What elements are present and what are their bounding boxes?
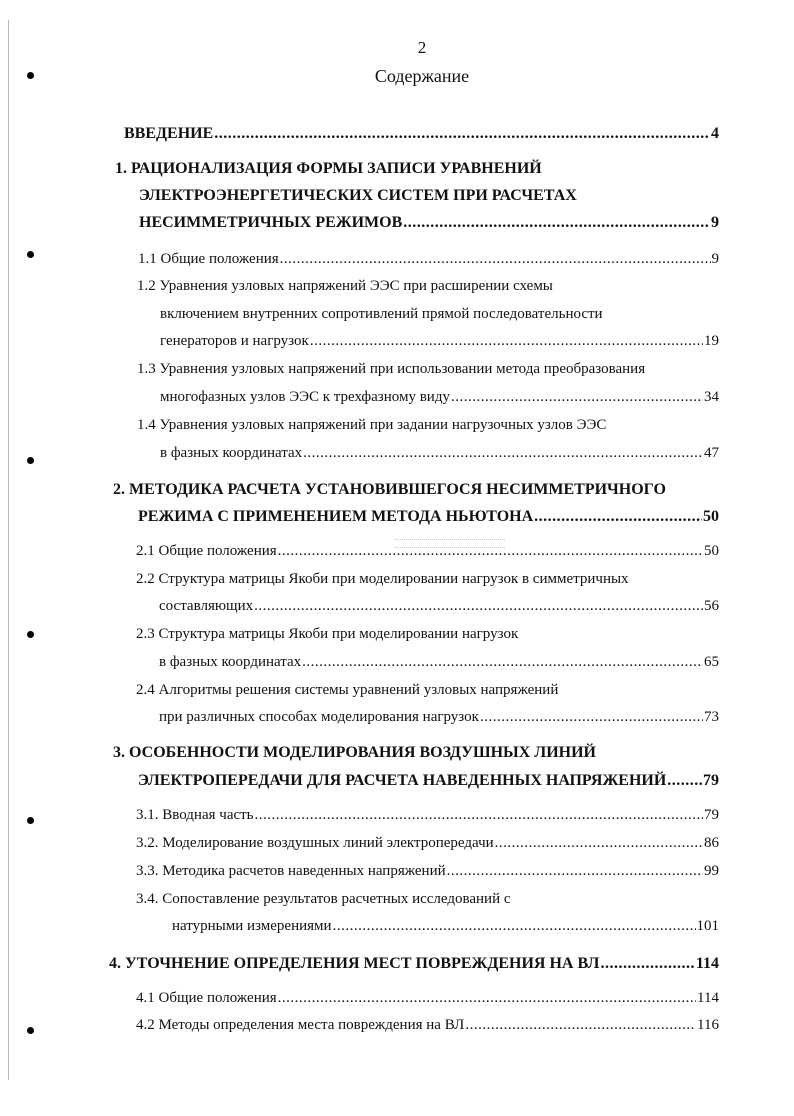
leader-dots [280, 251, 711, 268]
leader-dots [447, 863, 703, 880]
toc-entry-1-2 [160, 333, 719, 350]
chapter-2-title-line: 2. МЕТОДИКА РАСЧЕТА УСТАНОВИВШЕГОСЯ НЕСИММЕТРИЧНОГО [113, 481, 666, 498]
entry-page: 4 [711, 125, 719, 142]
entry-page: 19 [704, 333, 719, 349]
entry-page: 9 [711, 251, 719, 267]
entry-title: 4. УТОЧНЕНИЕ ОПРЕДЕЛЕНИЯ МЕСТ ПОВРЕЖДЕНИЯ НА ВЛ [109, 955, 600, 972]
section-1-3-line: 1.3 Уравнения узловых напряжений при использовании метода преобразования [137, 361, 646, 377]
page-number: 2 [417, 38, 427, 57]
leader-dots [303, 445, 703, 462]
toc-entry-4-2 [136, 1017, 719, 1034]
entry-page: 56 [704, 598, 719, 614]
entry-title: 4.2 Методы определения места повреждения на ВЛ [136, 1017, 465, 1033]
toc-entry-3-3 [136, 863, 719, 880]
entry-title: многофазных узлов ЭЭС к трехфазному виду [160, 389, 450, 405]
entry-page: 114 [695, 955, 719, 972]
entry-title: составляющих [159, 598, 254, 614]
section-1-2-line: 1.2 Уравнения узловых напряжений ЭЭС при расширении схемы [137, 278, 553, 294]
toc-entry-intro [124, 125, 719, 143]
toc-entry-2-4 [159, 709, 719, 726]
entry-page: 79 [703, 772, 719, 789]
entry-page: 50 [704, 543, 719, 559]
section-2-2-line: 2.2 Структура матрицы Якоби при моделировании нагрузок в симметричных [136, 571, 629, 587]
entry-page: 47 [704, 445, 719, 461]
section-2-3-line: 2.3 Структура матрицы Якоби при моделировании нагрузок [136, 626, 519, 642]
leader-dots [534, 508, 702, 526]
punch-hole-mark [27, 817, 34, 824]
punch-hole-mark [27, 631, 34, 638]
entry-title: ВВЕДЕНИЕ [124, 125, 214, 142]
scan-edge-line [8, 20, 9, 1080]
section-1-4-line: 1.4 Уравнения узловых напряжений при задании нагрузочных узлов ЭЭС [137, 417, 607, 433]
toc-entry-3-4 [172, 918, 719, 935]
entry-page: 101 [696, 918, 719, 934]
leader-dots [214, 125, 710, 143]
entry-title: НЕСИММЕТРИЧНЫХ РЕЖИМОВ [139, 214, 403, 231]
toc-entry-chapter-4 [109, 955, 719, 973]
leader-dots [254, 598, 703, 615]
toc-entry-1-1 [138, 251, 719, 268]
entry-title: 4.1 Общие положения [136, 990, 277, 1006]
entry-page: 73 [704, 709, 719, 725]
toc-entry-2-2 [159, 598, 719, 615]
toc-title: Содержание [374, 66, 470, 86]
toc-entry-2-3 [159, 654, 719, 671]
entry-title: при различных способах моделирования нагрузок [159, 709, 479, 725]
leader-dots [495, 835, 703, 852]
leader-dots [255, 807, 703, 824]
toc-entry-chapter-1 [139, 214, 719, 232]
entry-title: 3.1. Вводная часть [136, 807, 254, 823]
faint-stamp-mark [395, 536, 505, 558]
entry-title: генераторов и нагрузок [160, 333, 309, 349]
entry-page: 99 [704, 863, 719, 879]
entry-page: 65 [704, 654, 719, 670]
leader-dots [310, 333, 703, 350]
entry-title: в фазных координатах [159, 654, 302, 670]
entry-title: 1.1 Общие положения [138, 251, 279, 267]
toc-entry-1-4 [160, 445, 719, 462]
entry-title: РЕЖИМА С ПРИМЕНЕНИЕМ МЕТОДА НЬЮТОНА [138, 508, 534, 525]
chapter-1-title-line: 1. РАЦИОНАЛИЗАЦИЯ ФОРМЫ ЗАПИСИ УРАВНЕНИЙ [115, 160, 542, 177]
section-3-4-line: 3.4. Сопоставление результатов расчетных исследований с [136, 891, 511, 907]
entry-page: 79 [704, 807, 719, 823]
toc-entry-chapter-2 [138, 508, 719, 526]
entry-page: 114 [697, 990, 719, 1006]
punch-hole-mark [27, 1027, 34, 1034]
leader-dots [451, 389, 703, 406]
entry-title: 3.2. Моделирование воздушных линий электропередачи [136, 835, 494, 851]
entry-title: 3.3. Методика расчетов наведенных напряжений [136, 863, 446, 879]
leader-dots [403, 214, 710, 232]
toc-entry-3-2 [136, 835, 719, 852]
entry-title: ЭЛЕКТРОПЕРЕДАЧИ ДЛЯ РАСЧЕТА НАВЕДЕННЫХ НАПРЯЖЕНИЙ [138, 772, 667, 789]
punch-hole-mark [27, 251, 34, 258]
entry-title: в фазных координатах [160, 445, 303, 461]
leader-dots [333, 918, 696, 935]
section-2-4-line: 2.4 Алгоритмы решения системы уравнений узловых напряжений [136, 682, 559, 698]
entry-page: 50 [703, 508, 719, 525]
leader-dots [480, 709, 703, 726]
punch-hole-mark [27, 457, 34, 464]
toc-entry-3-1 [136, 807, 719, 824]
leader-dots [465, 1017, 696, 1034]
entry-page: 9 [711, 214, 719, 231]
leader-dots [600, 955, 694, 973]
chapter-3-title-line: 3. ОСОБЕННОСТИ МОДЕЛИРОВАНИЯ ВОЗДУШНЫХ ЛИНИЙ [113, 744, 596, 761]
toc-entry-4-1 [136, 990, 719, 1007]
entry-page: 116 [697, 1017, 719, 1033]
toc-entry-1-3 [160, 389, 719, 406]
chapter-1-title-line: ЭЛЕКТРОЭНЕРГЕТИЧЕСКИХ СИСТЕМ ПРИ РАСЧЕТАХ [139, 187, 577, 204]
leader-dots [302, 654, 703, 671]
section-1-2-line: включением внутренних сопротивлений прямой последовательности [160, 306, 603, 322]
leader-dots [278, 990, 696, 1007]
entry-title: 2.1 Общие положения [136, 543, 277, 559]
leader-dots [667, 772, 702, 790]
toc-entry-chapter-3 [138, 772, 719, 790]
entry-page: 86 [704, 835, 719, 851]
entry-title: натурными измерениями [172, 918, 332, 934]
entry-page: 34 [704, 389, 719, 405]
